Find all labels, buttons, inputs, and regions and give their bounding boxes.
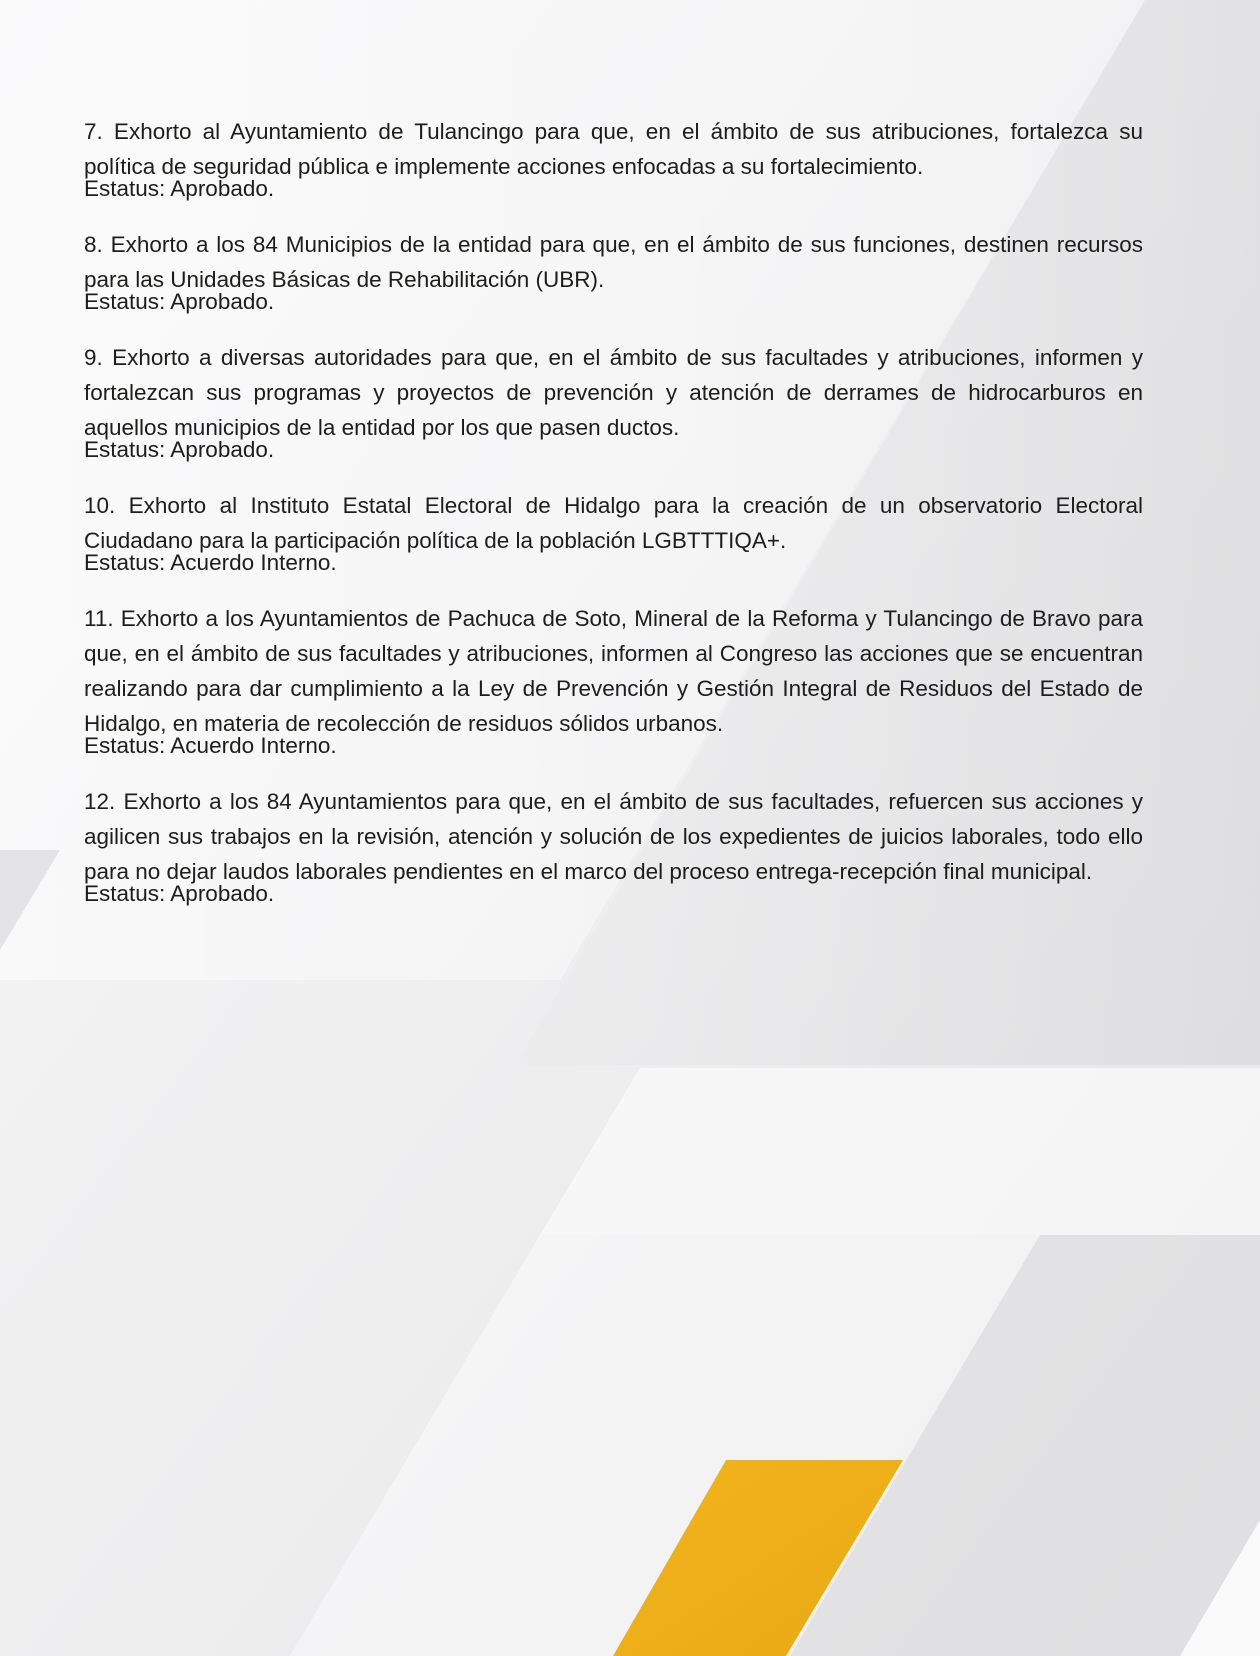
- item-status: Estatus: Aprobado.: [84, 881, 275, 906]
- list-item: [84, 227, 1143, 315]
- item-text: 12. Exhorto a los 84 Ayuntamientos para que, en el ámbito de sus facultades, refuercen sus acciones y agilicen sus trabajos en la revisión, atención y solución de los expedientes de juicios laborales, todo ello para no dejar laudos laborales pendientes en el marco del proceso entrega-recepción final municipal.: [84, 789, 1143, 884]
- list-item: [84, 340, 1143, 463]
- document-body: [84, 114, 1143, 932]
- item-status: Estatus: Aprobado.: [84, 176, 275, 201]
- item-status: Estatus: Aprobado.: [84, 289, 275, 314]
- item-text: 7. Exhorto al Ayuntamiento de Tulancingo para que, en el ámbito de sus atribuciones, fortalezca su política de seguridad pública e implemente acciones enfocadas a su fortalecimiento.: [84, 119, 1143, 179]
- item-text: 10. Exhorto al Instituto Estatal Electoral de Hidalgo para la creación de un observatorio Electoral Ciudadano para la participación política de la población LGBTTTIQA+.: [84, 493, 1143, 553]
- list-item: [84, 114, 1143, 202]
- item-status: Estatus: Aprobado.: [84, 437, 275, 462]
- item-status: Estatus: Acuerdo Interno.: [84, 550, 337, 575]
- list-item: [84, 784, 1143, 907]
- item-text: 11. Exhorto a los Ayuntamientos de Pachuca de Soto, Mineral de la Reforma y Tulancingo de Bravo para que, en el ámbito de sus facultades y atribuciones, informen al Congreso las acciones que se encuentran realizando para dar cumplimiento a la Ley de Prevención y Gestión Integral de Residuos del Estado de Hidalgo, en materia de recolección de residuos sólidos urbanos.: [84, 606, 1143, 736]
- item-status: Estatus: Acuerdo Interno.: [84, 733, 337, 758]
- item-text: 8. Exhorto a los 84 Municipios de la entidad para que, en el ámbito de sus funciones, destinen recursos para las Unidades Básicas de Rehabilitación (UBR).: [84, 232, 1143, 292]
- item-text: 9. Exhorto a diversas autoridades para que, en el ámbito de sus facultades y atribuciones, informen y fortalezcan sus programas y proyectos de prevención y atención de derrames de hidrocarburos en aquellos municipios de la entidad por los que pasen ductos.: [84, 345, 1143, 440]
- list-item: [84, 488, 1143, 576]
- list-item: [84, 601, 1143, 759]
